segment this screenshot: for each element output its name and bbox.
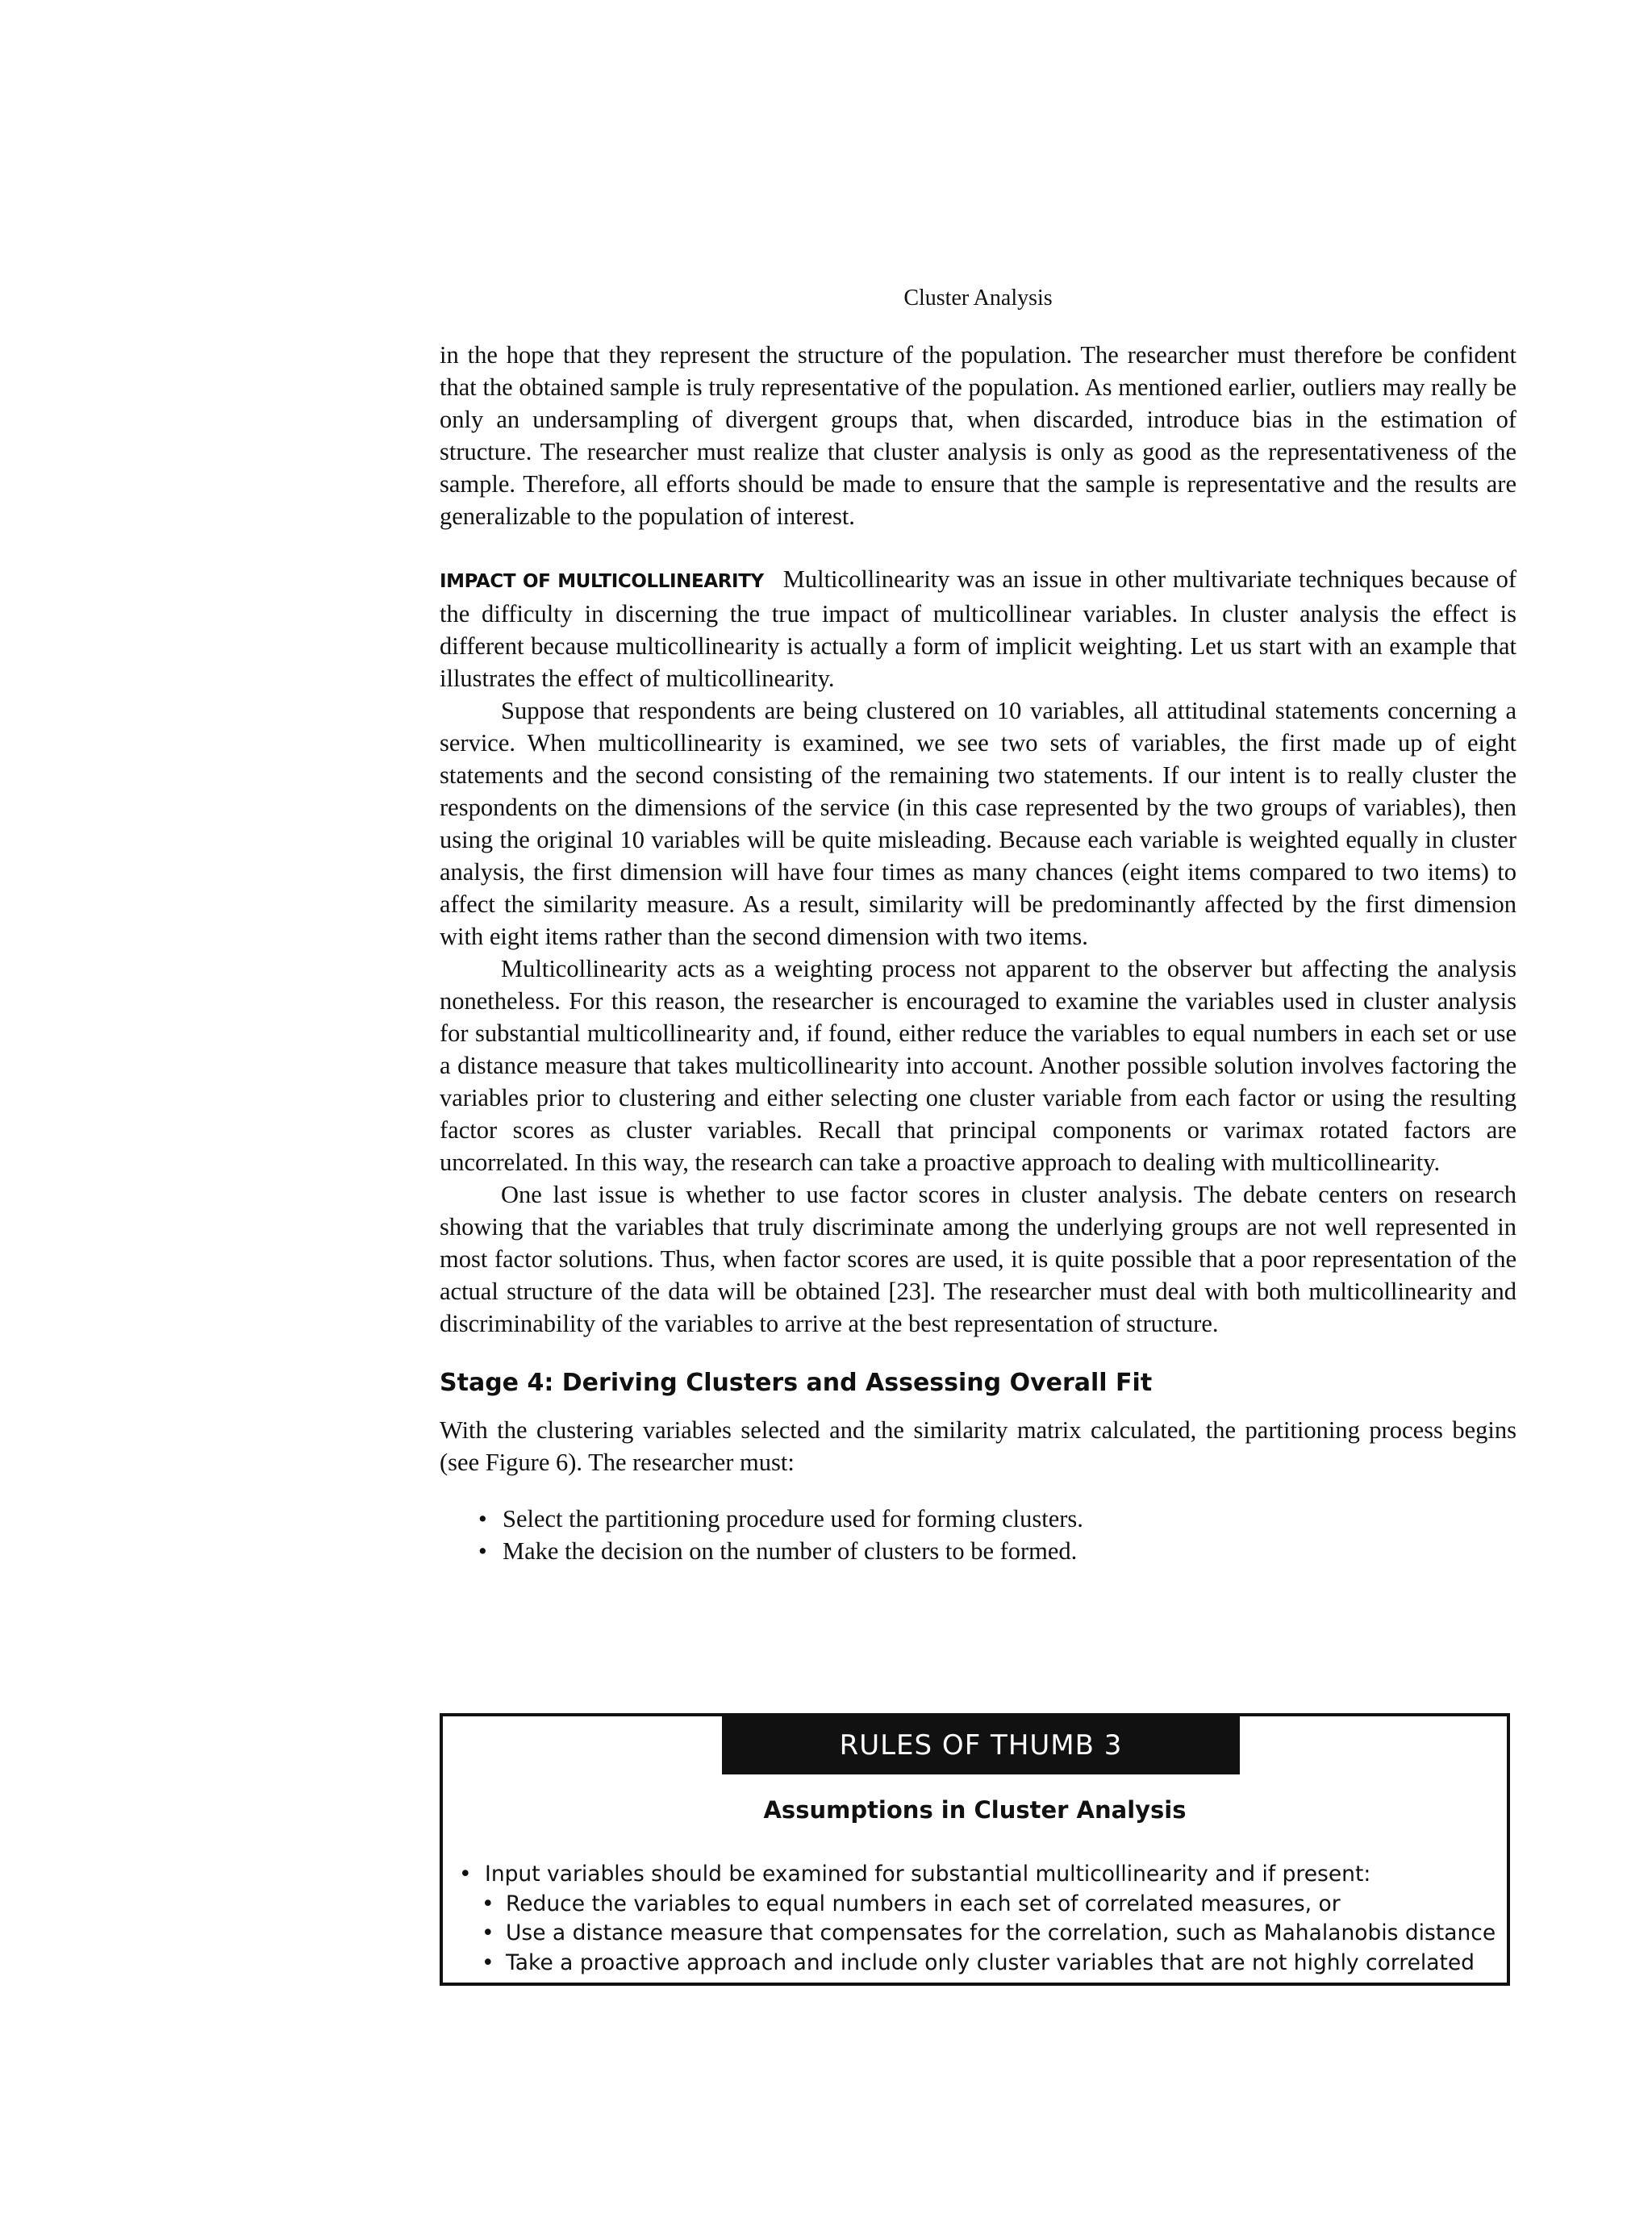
list-item-text: Select the partitioning procedure used for forming clusters. (503, 1505, 1083, 1532)
stage4-bullet-list (440, 1503, 1516, 1567)
bullet-icon: • (478, 1505, 487, 1532)
rules-of-thumb-list (459, 1860, 1499, 1978)
list-item (459, 1949, 1499, 1979)
list-item-text: Take a proactive approach and include only cluster variables that are not highly correlated (506, 1949, 1475, 1975)
list-item (440, 1503, 1516, 1535)
section-heading-stage-4: Stage 4: Deriving Clusters and Assessing Overall Fit (440, 1369, 1153, 1397)
list-item-text: Reduce the variables to equal numbers in each set of correlated measures, or (506, 1891, 1341, 1916)
list-item-text: Input variables should be examined for substantial multicollinearity and if present: (485, 1862, 1371, 1887)
body-text (440, 339, 1516, 1567)
running-head: Cluster Analysis (903, 286, 1053, 311)
list-item (459, 1860, 1499, 1890)
list-item-text: Make the decision on the number of clusters to be formed. (503, 1537, 1078, 1565)
multicollinearity-paragraph-1 (440, 563, 1516, 694)
bullet-icon: • (482, 1891, 494, 1916)
multicollinearity-heading: IMPACT OF MULTICOLLINEARITY (440, 571, 764, 592)
multicollinearity-paragraph-2: Suppose that respondents are being clustered on 10 variables, all attitudinal statements concerning a service. When multicollinearity is examined, we see two sets of variables, the first made up of eight statements and the second consisting of the remaining two statements. If our intent is to really cluster the respondents on the dimensions of the service (in this case represented by the two groups of variables), then using the original 10 variables will be quite misleading. Because each variable is weighted equally in cluster analysis, the first dimension will have four times as many chances (eight items compared to two items) to affect the similarity measure. As a result, similarity will be predominantly affected by the first dimension with eight items rather than the second dimension with two items. (440, 697, 1516, 950)
list-item (440, 1535, 1516, 1567)
multicollinearity-paragraph-3: Multicollinearity acts as a weighting process not apparent to the observer but affecting the analysis nonetheless. For this reason, the researcher is encouraged to examine the variables used in cluster analysis for substantial multicollinearity and, if found, either reduce the variables to equal numbers in each set or use a distance measure that takes multicollinearity into account. Another possible solution involves factoring the variables prior to clustering and either selecting one cluster variable from each factor or using the resulting factor scores as cluster variables. Recall that principal components or varimax rotated factors are uncorrelated. In this way, the research can take a proactive approach to dealing with multicollinearity. (440, 955, 1516, 1176)
multicollinearity-text-1: Multicollinearity was an issue in other multivariate techniques because of the difficulty in discerning the true impact of multicollinear variables. In cluster analysis the effect is different because multicollinearity is actually a form of implicit weighting. Let us start with an example that illustrates the effect of multicollinearity. (440, 565, 1516, 692)
bullet-icon: • (459, 1862, 472, 1887)
stage4-paragraph: With the clustering variables selected and the similarity matrix calculated, the partitioning process begins (see Figure 6). The researcher must: (440, 1416, 1516, 1476)
rules-of-thumb-box (440, 1713, 1510, 1986)
multicollinearity-paragraph-4: One last issue is whether to use factor scores in cluster analysis. The debate centers on research showing that the variables that truly discriminate among the underlying groups are not well represented in most factor solutions. Thus, when factor scores are used, it is quite possible that a poor representation of the actual structure of the data will be obtained [23]. The researcher must deal with both multicollinearity and discriminability of the variables to arrive at the best representation of structure. (440, 1181, 1516, 1337)
list-item (459, 1919, 1499, 1949)
rules-of-thumb-banner: RULES OF THUMB 3 (722, 1716, 1240, 1774)
rules-of-thumb-subtitle: Assumptions in Cluster Analysis (763, 1796, 1187, 1824)
bullet-icon: • (482, 1949, 494, 1975)
intro-paragraph: in the hope that they represent the structure of the population. The researcher must therefore be confident that the obtained sample is truly representative of the population. As mentioned earlier, outliers may really be only an undersampling of divergent groups that, when discarded, introduce bias in the estimation of structure. The researcher must realize that cluster analysis is only as good as the representativeness of the sample. Therefore, all efforts should be made to ensure that the sample is representative and the results are generalizable to the population of interest. (440, 341, 1516, 530)
list-item-text: Use a distance measure that compensates for the correlation, such as Mahalanobis distance (506, 1920, 1496, 1945)
list-item (459, 1890, 1499, 1920)
bullet-icon: • (478, 1537, 487, 1565)
bullet-icon: • (482, 1920, 494, 1945)
